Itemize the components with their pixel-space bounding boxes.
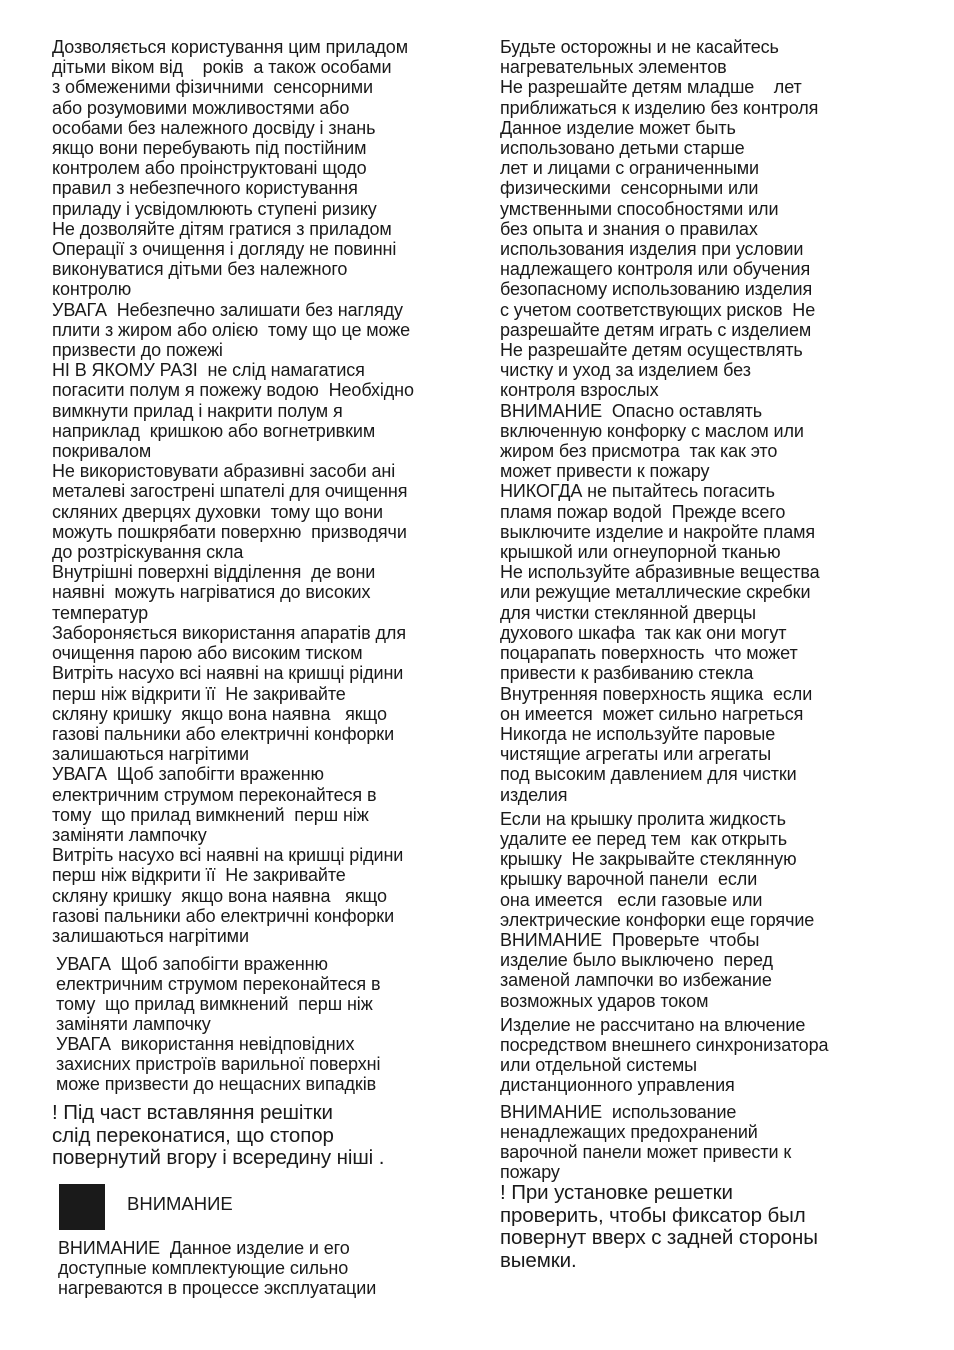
safety-text-ukrainian: Дозволяється користування цим приладом дітьми віком від років а також особами з обмеженими фізичними сенсорними або розумовими можливостями або особами без належного досвіду і знань якщо вони перебувають під постійним контролем або проінструктовані щодо правил з небезпечного користування приладу і усвідомлюють ступені ризику Не дозволяйте дітям гратися з приладом Операції з очищення і догляду не повинні виконуватися дітьми без належного контролю УВАГА Небезпечно залишати без нагляду плити з жиром або олією тому що це може призвести до пожежі НІ В ЯКОМУ РАЗІ не слід намагатися погасити полум я пожежу водою Необхідно вимкнути прилад і накрити полум я наприклад кришкою або вогнетривким покривалом Не використовувати абразивні засоби ані металеві загострені шпателі для очищення скляних дверцях духовки тому що вони можуть пошкрябати поверхню призводячи до розтріскування скла Внутрішні поверхні відділення де вони наявні можуть нагріватися до високих температур Забороняється використання апаратів для очищення парою або високим тиском Витріть насухо всі наявні на кришці рідини перш ніж відкрити її Не закривайте скляну кришку якщо вона наявна якщо газові пальники або електричні конфорки залишаються нагрітими УВАГА Щоб запобігти враженню електричним струмом переконайтеся в тому що прилад вимкнений перш ніж заміняти лампочку Витріть насухо всі наявні на кришці рідини перш ніж відкрити її Не закривайте скляну кришку якщо вона наявна якщо газові пальники або електричні конфорки залишаються нагрітими (52, 37, 414, 946)
left-column (52, 37, 492, 1298)
rack-note-russian: ! При установке решетки проверить, чтобы фиксатор был повернут вверх с задней стороны выемки. (500, 1181, 818, 1272)
lid-warning-text-russian: Если на крышку пролита жидкость удалите ее перед тем как открыть крышку Не закрывайте стеклянную крышку варочной панели если она имеется если газовые или электрические конфорки еще горячие ВНИМАНИЕ Проверьте чтобы изделие было выключено перед заменой лампочки во избежание возможных ударов током (500, 808, 815, 1011)
warning-header (59, 1184, 492, 1230)
safety-text-russian: Будьте осторожны и не касайтесь нагревательных элементов Не разрешайте детям младше лет приближаться к изделию без контроля Данное изделие может быть использовано детьми старше лет и лицами с ограниченными физическими сенсорными или умственными способностями или без опыта и знания о правилах использования изделия при условии надлежащего контроля или обучения безопасному использованию изделия с учетом соответствующих рисков Не разрешайте детям играть с изделием Не разрешайте детям осуществлять чистку и уход за изделием без контроля взрослых ВНИМАНИЕ Опасно оставлять включенную конфорку с маслом или жиром без присмотра так как это может привести к пожару НИКОГДА не пытайтесь погасить пламя пожар водой Прежде всего выключите изделие и накройте пламя крышкой или огнеупорной тканью Не используйте абразивные вещества или режущие металлические скребки для чистки стеклянной дверцы духового шкафа так как они могут поцарапать поверхность что может привести к разбиванию стекла Внутренняя поверхность ящика если он имеется может сильно нагреться Никогда не используйте паровые чистящие агрегаты или агрегаты под высоким давлением для чистки изделия (500, 37, 820, 805)
rack-note-ukrainian: ! Під част вставляння решітки слід переконатися, що стопор повернутий вгору і всередину ніші . (52, 1101, 385, 1170)
warning-title: ВНИМАНИЕ (127, 1192, 233, 1214)
warning-heat-text: ВНИМАНИЕ Данное изделие и его доступные комплектующие сильно нагреваются в процессе эксплуатации (58, 1237, 377, 1298)
guard-warning-text-russian: ВНИМАНИЕ использование ненадлежащих предохранений варочной панели может привести к пожару (500, 1101, 792, 1183)
warning-symbol-icon (59, 1184, 105, 1230)
warning-text-ukrainian: УВАГА Щоб запобігти враженню електричним струмом переконайтеся в тому що прилад вимкнений перш ніж заміняти лампочку УВАГА використання невідповідних захисних пристроїв варильної поверхні може призвести до нещасних випадків (56, 954, 381, 1095)
right-column (500, 37, 920, 1272)
external-timer-text-russian: Изделие не рассчитано на влючение посредством внешнего синхронизатора или отдельной системы дистанционного управления (500, 1014, 829, 1096)
